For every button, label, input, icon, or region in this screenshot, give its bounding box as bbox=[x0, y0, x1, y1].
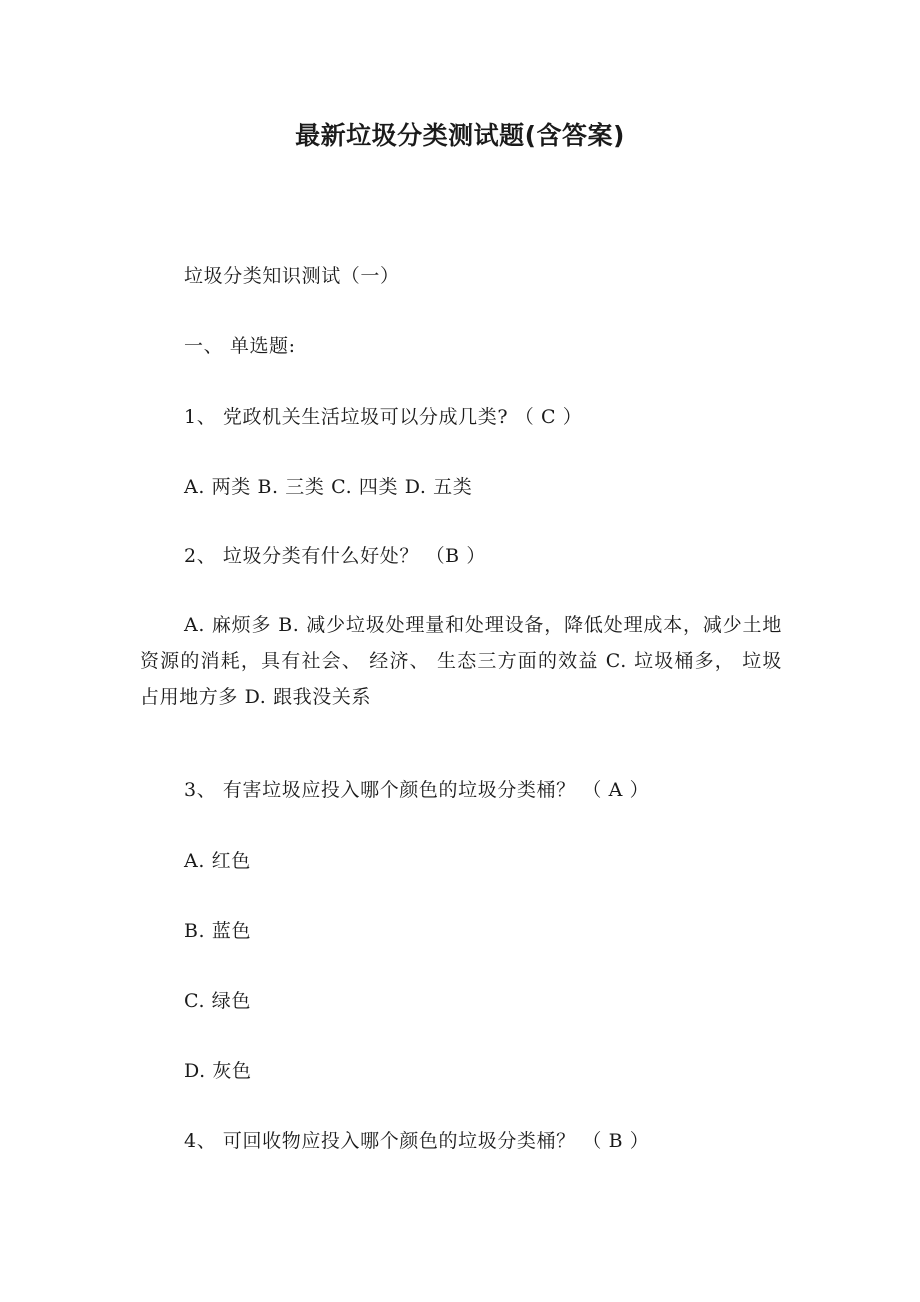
question-3: 3、 有害垃圾应投入哪个颜色的垃圾分类桶？ （ A ） bbox=[184, 779, 650, 801]
question-1: 1、 党政机关生活垃圾可以分成几类? （ C ） bbox=[184, 406, 583, 428]
question-2: 2、 垃圾分类有什么好处？ （B ） bbox=[184, 545, 486, 567]
question-2-options: A. 麻烦多 B. 减少垃圾处理量和处理设备，降低处理成本，减少土地资源的消耗，具有社会、 经济、 生态三方面的效益 C. 垃圾桶多， 垃圾占用地方多 D. 跟我没关系 bbox=[140, 614, 782, 708]
part-heading: 一、 单选题: bbox=[184, 335, 296, 357]
question-4: 4、 可回收物应投入哪个颜色的垃圾分类桶？ （ B ） bbox=[184, 1130, 650, 1152]
document-title: 最新垃圾分类测试题(含答案) bbox=[295, 121, 625, 150]
question-3-option-a: A. 红色 bbox=[184, 850, 251, 872]
question-3-option-d: D. 灰色 bbox=[184, 1060, 252, 1082]
question-1-options: A. 两类 B. 三类 C. 四类 D. 五类 bbox=[184, 476, 473, 498]
question-3-option-c: C. 绿色 bbox=[184, 990, 251, 1012]
question-3-option-b: B. 蓝色 bbox=[184, 920, 252, 942]
section-title: 垃圾分类知识测试（一） bbox=[184, 265, 400, 287]
